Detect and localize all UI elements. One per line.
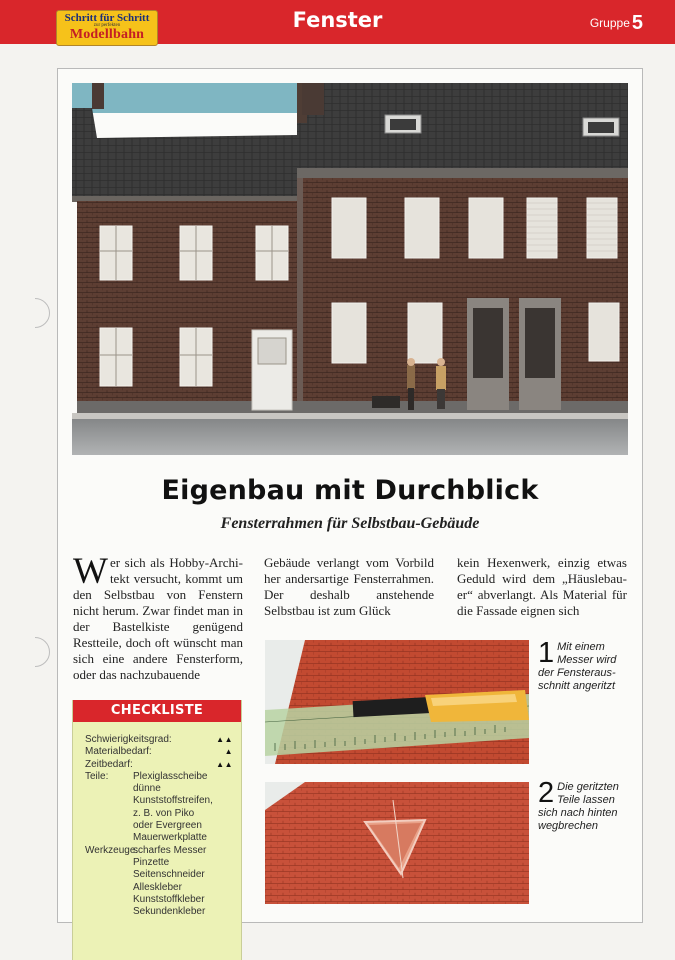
figure-1-caption-text: Mit einem Messer wird der Fensterausschnitt angeritzt — [538, 641, 617, 692]
rating-label: Materialbedarf: — [85, 746, 152, 758]
logo-line-1: Schritt für Schritt — [64, 12, 150, 24]
rating-material — [85, 746, 233, 758]
drop-cap: W — [73, 551, 108, 592]
text-column-3: kein Hexenwerk, einzig etwas Geduld wird dem „Häuslebauer“ abverlangt. Als Material für die Fassade eignen sich — [457, 555, 627, 618]
text-column-2: Gebäude verlangt vom Vorbild her andersartige Fensterrahmen. Der deshalb anstehende Selbstbau ist zum Glück — [264, 555, 434, 618]
tools-list — [85, 845, 233, 919]
rating-label: Schwierigkeitsgrad: — [85, 734, 172, 745]
list-item: Mauerwerkplatte — [133, 832, 207, 844]
group-number: 5 — [631, 12, 643, 34]
rating-triangles: ▲▲ — [216, 735, 233, 744]
tools-label: Werkzeuge: — [85, 844, 139, 856]
logo-line-3: Modellbahn — [69, 27, 145, 42]
list-item: z. B. von Piko — [133, 807, 195, 819]
punch-hole-top — [20, 298, 50, 328]
parts-list — [85, 771, 233, 845]
list-item: Alleskleber — [133, 881, 182, 893]
list-item: Pinzette — [133, 856, 170, 868]
punch-hole-bottom — [20, 637, 50, 667]
rating-difficulty — [85, 734, 233, 746]
figure-2-caption-text: Die geritzten Teile lassen sich nach hinten wegbrechen — [538, 781, 619, 832]
list-item: oder Evergreen — [133, 820, 202, 832]
article-title: Eigenbau mit Durchblick — [161, 475, 539, 506]
figure-2-photo — [265, 782, 529, 904]
list-item: Seitenschneider — [133, 869, 205, 881]
text-column-1 — [73, 551, 243, 683]
figure-1-photo — [265, 640, 529, 764]
list-item: Plexiglasscheibe — [133, 770, 208, 782]
figure-2-caption — [538, 777, 630, 833]
figure-1-number: 1 — [538, 637, 555, 669]
section-title: Fenster — [292, 8, 383, 32]
logo-line-2: zur perfekten — [93, 23, 121, 28]
figure-2-number: 2 — [538, 777, 555, 809]
list-item: scharfes Messer — [133, 844, 207, 856]
list-item: Kunststoffkleber — [133, 893, 205, 905]
tools-items — [133, 845, 233, 919]
rating-triangles: ▲ — [224, 747, 233, 757]
checklist-box — [72, 700, 242, 960]
rating-triangles: ▲▲ — [216, 759, 233, 769]
parts-items — [133, 771, 233, 845]
checklist-body — [73, 722, 241, 918]
rating-time — [85, 759, 233, 771]
article-subtitle: Fensterrahmen für Selbstbau-Gebäude — [220, 515, 480, 532]
rating-label: Zeitbedarf: — [85, 758, 133, 770]
group-label — [590, 12, 643, 35]
houses-photo — [72, 83, 628, 455]
group-label-text: Gruppe — [589, 16, 630, 30]
list-item: dünne Kunststoffstreifen, — [133, 783, 213, 807]
figure-1-caption — [538, 637, 630, 693]
list-item: Sekundenkleber — [133, 906, 206, 918]
parts-label: Teile: — [85, 770, 109, 782]
text-column-1-body: er sich als Hobby-Architekt versucht, kommt um den Selbstbau von Fenstern nicht herum. Zwar findet man in der Bastelkiste genügend Restteile, doch oft wünscht man sich eine andere Fensterform, oder das nachzubauende — [73, 555, 243, 682]
checklist-title: CHECKLISTE — [73, 700, 241, 722]
